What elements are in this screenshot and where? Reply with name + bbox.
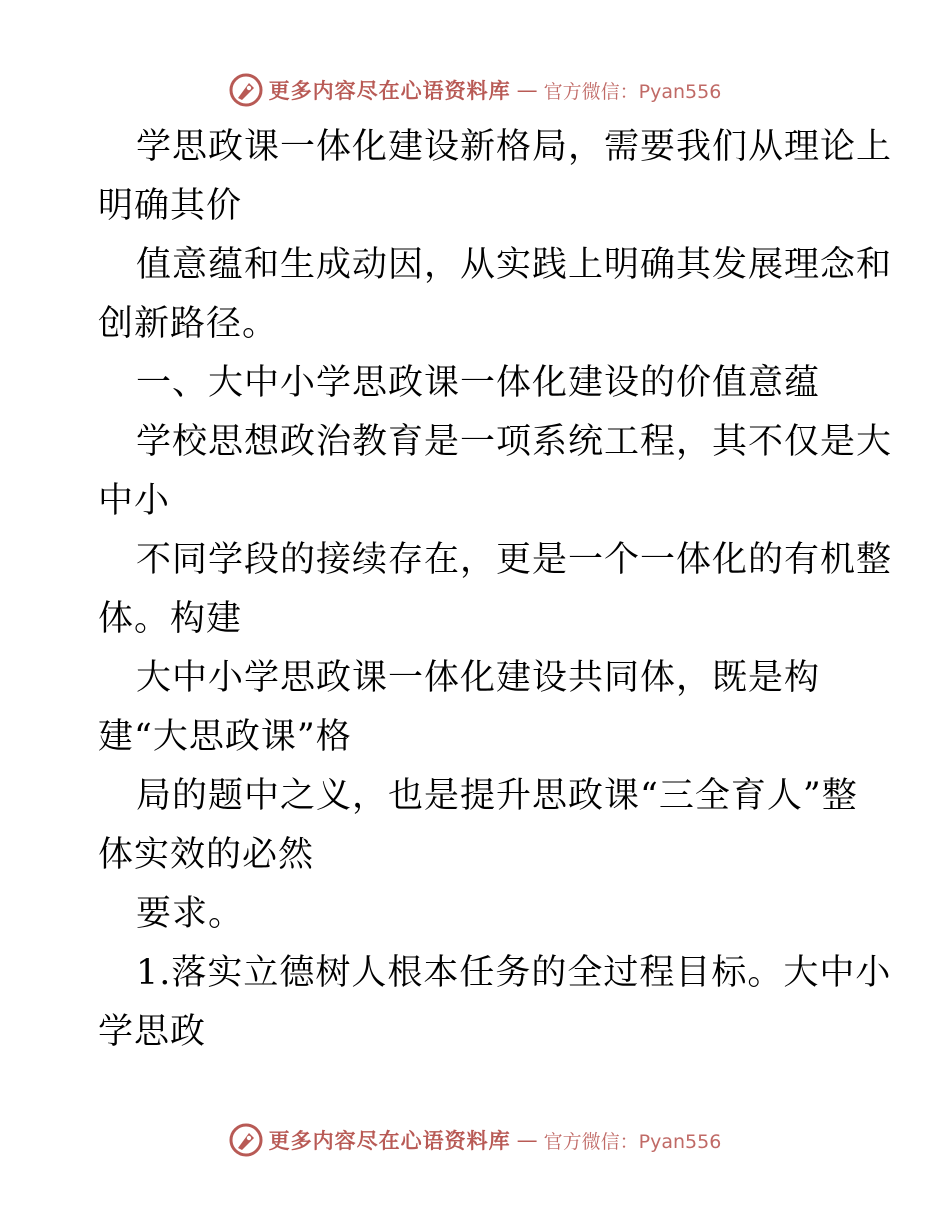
- body-line: 体实效的必然: [98, 835, 315, 875]
- document-body: [98, 118, 893, 1062]
- body-line: 中小: [98, 481, 171, 521]
- header-banner: [0, 70, 950, 110]
- numbered-heading: 1.落实立德树人根本任务的全过程目标。大中小: [136, 953, 892, 993]
- body-line: 建“大思政课”格: [98, 717, 352, 757]
- body-line: 创新路径。: [98, 304, 279, 344]
- body-line: 要求。: [136, 894, 245, 934]
- pen-nib-logo-icon: [229, 1123, 263, 1157]
- footer-banner: [0, 1120, 950, 1160]
- section-heading: 一、大中小学思政课一体化建设的价值意蕴: [136, 363, 821, 403]
- pen-nib-logo-icon: [229, 73, 263, 107]
- body-line: 值意蕴和生成动因，从实践上明确其发展理念和: [136, 245, 893, 285]
- body-line: 明确其价: [98, 186, 243, 226]
- body-line: 学校思想政治教育是一项系统工程，其不仅是大: [136, 422, 893, 462]
- body-line: 不同学段的接续存在，更是一个一体化的有机整: [136, 540, 893, 580]
- body-line: 体。构建: [98, 599, 243, 639]
- body-line: 学思政课一体化建设新格局，需要我们从理论上: [136, 127, 893, 167]
- banner-site-text: 更多内容尽在心语资料库: [268, 1128, 511, 1153]
- banner-wechat-text: 官方微信：Pyan556: [543, 1130, 722, 1153]
- body-line: 大中小学思政课一体化建设共同体，既是构: [136, 658, 821, 698]
- body-line: 局的题中之义，也是提升思政课“三全育人”整: [136, 776, 858, 816]
- body-line: 学思政: [98, 1012, 207, 1052]
- banner-wechat-text: 官方微信：Pyan556: [543, 80, 722, 103]
- banner-separator: —: [516, 78, 538, 102]
- banner-site-text: 更多内容尽在心语资料库: [268, 78, 511, 103]
- banner-separator: —: [516, 1128, 538, 1152]
